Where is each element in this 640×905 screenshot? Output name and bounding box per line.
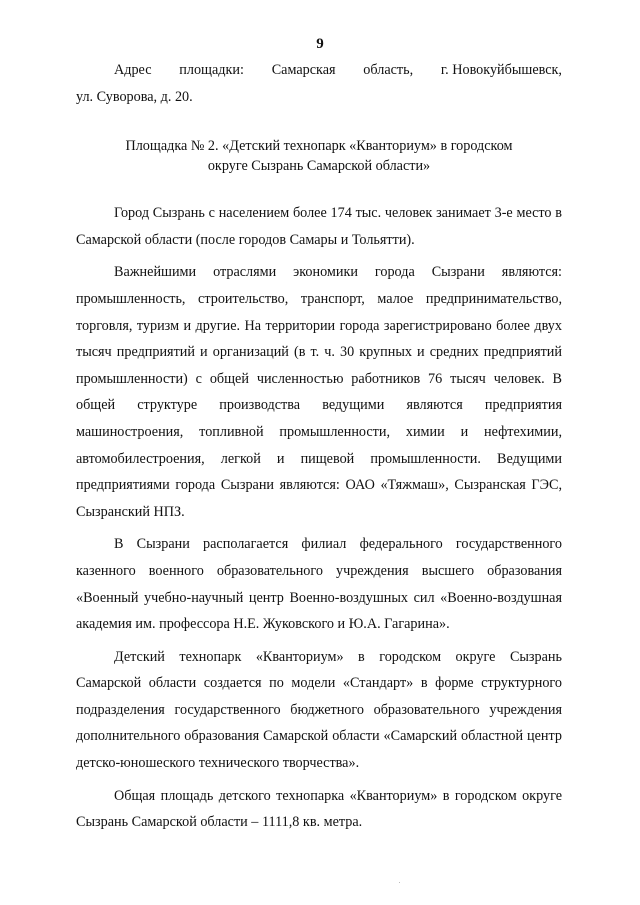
paragraph-military-center: В Сызрани располагается филиал федерального государственного казенного военного образовательного учреждения высшего образования «Военный учебно-научный центр Военно-воздушных сил «Военно-воздушная академия им. профессора Н.Е. Жуковского и Ю.А. Гагарина». [76, 536, 562, 633]
heading-line-2: округе Сызрань Самарской области» [207, 158, 431, 175]
address-line-2: ул. Суворова, д. 20. [76, 88, 193, 105]
address-word: область, [363, 62, 414, 78]
address-line-1 [76, 57, 562, 84]
paragraph-population: Город Сызрань с населением более 174 тыс. человек занимает 3-е место в Самарской области (после городов Самары и Тольятти). [76, 205, 562, 248]
section-heading [76, 136, 562, 176]
paragraph-area: Общая площадь детского технопарка «Кванториум» в городском округе Сызрань Самарской области – 1111,8 кв. метра. [76, 787, 562, 831]
page-number: 9 [316, 36, 324, 52]
address-word: Самарская [271, 62, 336, 78]
scan-speck [399, 882, 400, 883]
paragraph-economy: Важнейшими отраслями экономики города Сызрани являются: промышленность, строительство, транспорт, малое предпринимательство, торговля, туризм и другие. На территории города зарегистрировано более двух тысяч предприятий и организаций (в т. ч. 30 крупных и средних предприятий промышленности) с общей численностью работников 76 тысяч человек. В общей структуре производства ведущими являются предприятия машиностроения, топливной промышленности, химии и нефтехимии, автомобилестроения, легкой и пищевой промышленности. Ведущими предприятиями города Сызрани являются: ОАО «Тяжмаш», Сызранская ГЭС, Сызранский НПЗ. [76, 264, 562, 520]
paragraph-technopark-model: Детский технопарк «Кванториум» в городском округе Сызрань Самарской области создается по модели «Стандарт» в форме структурного подразделения государственного бюджетного образовательного учреждения дополнительного образования Самарской области «Самарский областной центр детско-юношеского технического творчества». [76, 648, 562, 772]
address-word: г. Новокуйбышевск, [440, 62, 562, 78]
document-body [76, 57, 562, 836]
address-block [76, 57, 562, 110]
heading-line-1: Площадка № 2. «Детский технопарк «Кванториум» в городском [125, 138, 513, 155]
address-word: площадки: [179, 62, 244, 78]
address-word: Адрес [114, 62, 152, 78]
